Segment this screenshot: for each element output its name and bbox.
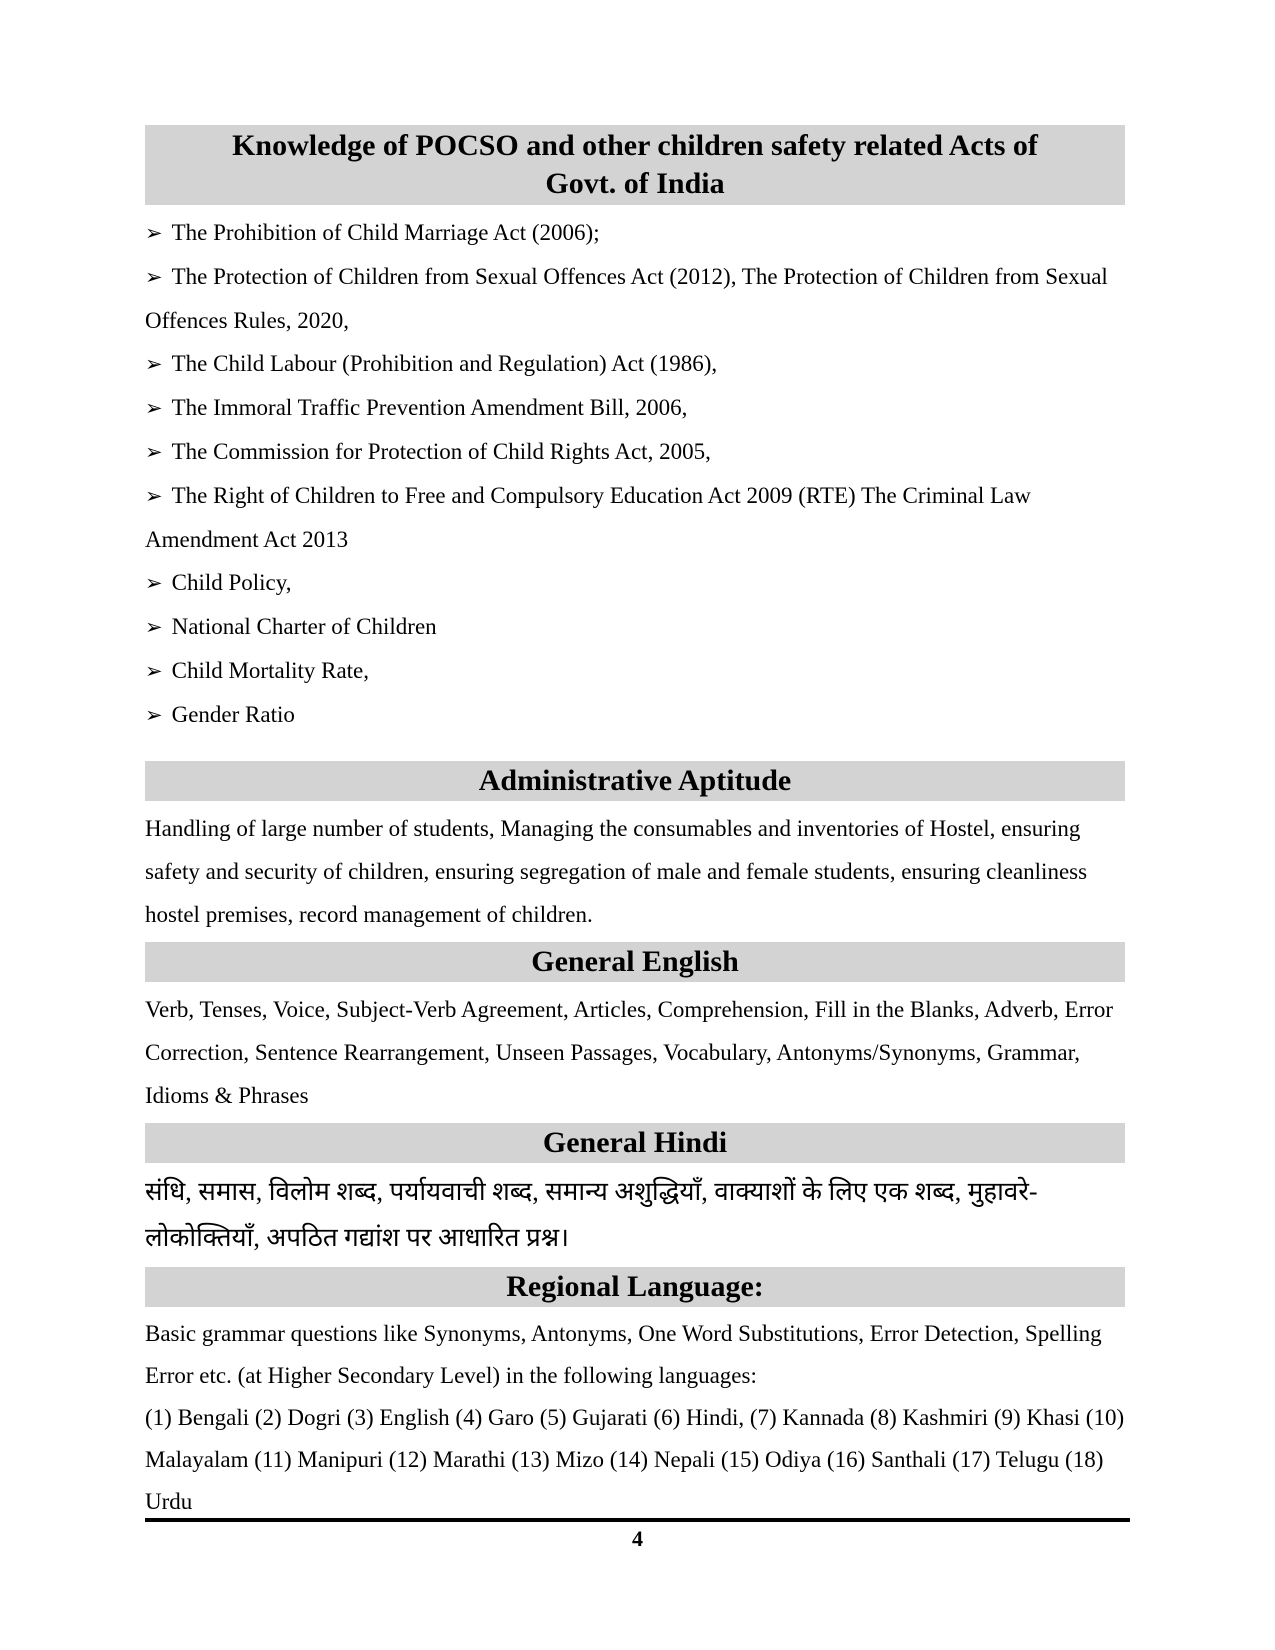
page-content bbox=[145, 0, 1125, 1523]
list-item-text: Child Policy, bbox=[171, 570, 292, 595]
general-hindi-paragraph: संधि, समास, विलोम शब्द, पर्यायवाची शब्द, समान्य अशुद्धियाँ, वाक्याशों के लिए एक शब्द, मुहावरे-लोकोक्तियाँ, अपठित गद्यांश पर आधारित प्रश्न। bbox=[145, 1177, 1038, 1252]
list-item-text: The Commission for Protection of Child Rights Act, 2005, bbox=[171, 439, 711, 464]
section-header-general-hindi bbox=[145, 1123, 1125, 1163]
list-item-text: Gender Ratio bbox=[171, 702, 295, 727]
list-item-text: The Immoral Traffic Prevention Amendment Bill, 2006, bbox=[171, 395, 688, 420]
section-header-pocso-text: Knowledge of POCSO and other children safety related Acts of Govt. of India bbox=[232, 129, 1038, 200]
section-header-pocso bbox=[145, 125, 1125, 205]
arrow-bullet-icon: ➢ bbox=[145, 659, 163, 683]
list-item-text: The Child Labour (Prohibition and Regulation) Act (1986), bbox=[171, 351, 718, 376]
section-header-regional-language bbox=[145, 1267, 1125, 1307]
section-header-administrative-text: Administrative Aptitude bbox=[478, 764, 792, 797]
list-item-text: The Right of Children to Free and Compulsory Education Act 2009 (RTE) The Criminal Law Amendment Act 2013 bbox=[145, 483, 1031, 552]
arrow-bullet-icon: ➢ bbox=[145, 571, 163, 595]
list-item bbox=[145, 430, 1125, 474]
section-header-administrative-aptitude bbox=[145, 761, 1125, 801]
regional-language-list-paragraph: (1) Bengali (2) Dogri (3) English (4) Garo (5) Gujarati (6) Hindi, (7) Kannada (8) Kashmiri (9) Khasi (10) Malayalam (11) Manipuri (12) Marathi (13) Mizo (14) Nepali (15) Odiya (16) Santhali (17) Telugu (18) Urdu bbox=[145, 1405, 1125, 1514]
list-item bbox=[145, 255, 1125, 342]
list-item-text: National Charter of Children bbox=[171, 614, 437, 639]
section-header-general-english bbox=[145, 942, 1125, 982]
arrow-bullet-icon: ➢ bbox=[145, 221, 163, 245]
page-footer bbox=[145, 1518, 1130, 1552]
general-english-paragraph: Verb, Tenses, Voice, Subject-Verb Agreement, Articles, Comprehension, Fill in the Blanks, Adverb, Error Correction, Sentence Rearrangement, Unseen Passages, Vocabulary, Antonyms/Synonyms, Grammar, Idioms & Phrases bbox=[145, 997, 1114, 1108]
arrow-bullet-icon: ➢ bbox=[145, 440, 163, 464]
list-item bbox=[145, 605, 1125, 649]
section-header-english-text: General English bbox=[531, 945, 739, 978]
arrow-bullet-icon: ➢ bbox=[145, 484, 163, 508]
list-item bbox=[145, 211, 1125, 255]
arrow-bullet-icon: ➢ bbox=[145, 615, 163, 639]
list-item-text: The Prohibition of Child Marriage Act (2006); bbox=[171, 220, 600, 245]
list-item-text: Child Mortality Rate, bbox=[171, 658, 370, 683]
section-header-regional-text: Regional Language: bbox=[506, 1270, 764, 1303]
list-item bbox=[145, 386, 1125, 430]
page-number: 4 bbox=[632, 1526, 643, 1551]
list-item bbox=[145, 693, 1125, 737]
arrow-bullet-icon: ➢ bbox=[145, 352, 163, 376]
pocso-bullet-list bbox=[145, 211, 1125, 737]
arrow-bullet-icon: ➢ bbox=[145, 265, 163, 289]
list-item bbox=[145, 561, 1125, 605]
section-header-hindi-text: General Hindi bbox=[542, 1126, 728, 1159]
arrow-bullet-icon: ➢ bbox=[145, 703, 163, 727]
list-item bbox=[145, 474, 1125, 561]
regional-language-intro-paragraph: Basic grammar questions like Synonyms, Antonyms, One Word Substitutions, Error Detection, Spelling Error etc. (at Higher Secondary Level) in the following languages: bbox=[145, 1321, 1102, 1388]
arrow-bullet-icon: ➢ bbox=[145, 396, 163, 420]
administrative-aptitude-paragraph: Handling of large number of students, Managing the consumables and inventories of Hostel, ensuring safety and security of children, ensuring segregation of male and female students, ensuring cleanliness hostel premises, record management of children. bbox=[145, 816, 1088, 927]
list-item-text: The Protection of Children from Sexual Offences Act (2012), The Protection of Children from Sexual Offences Rules, 2020, bbox=[145, 264, 1108, 333]
list-item bbox=[145, 649, 1125, 693]
list-item bbox=[145, 342, 1125, 386]
